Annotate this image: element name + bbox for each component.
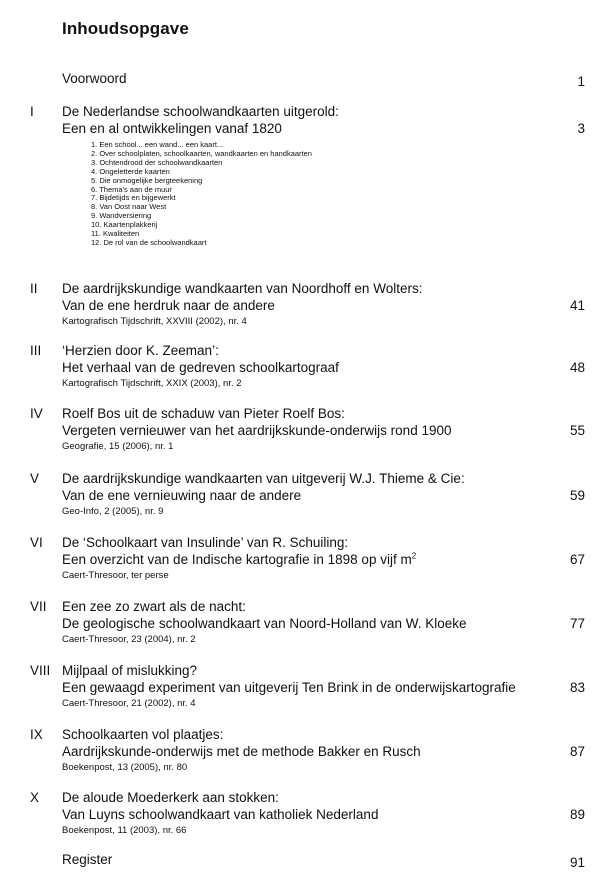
subchapter-item: 2. Over schoolplaten, schoolkaarten, wandkaarten en handkaarten	[91, 148, 312, 158]
page-number: 67	[569, 552, 585, 567]
entry-title: Mijlpaal of mislukking? Een gewaagd experiment van uitgeverij Ten Brink in de onderwijskartografie	[62, 663, 516, 695]
page-number: 41	[569, 298, 585, 313]
page-number: 91	[569, 855, 585, 870]
page-number: 77	[569, 616, 585, 631]
page-number: 87	[569, 744, 585, 759]
superscript: 2	[411, 551, 417, 561]
subchapter-item: 7. Bijdetijds en bijgewerkt	[91, 193, 176, 203]
entry-title: Voorwoord	[62, 71, 127, 86]
subchapter-item: 5. Die onmogelijke bergteekening	[91, 175, 203, 185]
chapter-numeral: III	[30, 343, 42, 358]
entry-title: De aloude Moederkerk aan stokken: Van Luyns schoolwandkaart van katholiek Nederland	[62, 790, 379, 822]
entry-title: Roelf Bos uit de schaduw van Pieter Roelf Bos: Vergeten vernieuwer van het aardrijkskunde-onderwijs rond 1900	[62, 406, 452, 438]
publication-source: Caert-Thresoor, 23 (2004), nr. 2	[62, 634, 196, 645]
page-title: Inhoudsopgave	[62, 19, 189, 38]
entry-title: De ‘Schoolkaart van Insulinde’ van R. Schuiling: Een overzicht van de Indische kartografie in 1898 op vijf $m^2$	[62, 535, 417, 567]
subchapter-item: 8. Van Oost naar West	[91, 202, 167, 212]
chapter-numeral: X	[30, 790, 40, 805]
publication-source: Geo-Info, 2 (2005), nr. 9	[62, 506, 164, 517]
subchapter-item: 1. Een school... een wand... een kaart...	[91, 140, 224, 149]
chapter-numeral: II	[30, 281, 38, 296]
entry-title: De aardrijkskundige wandkaarten van Noordhoff en Wolters: Van de ene herdruk naar de andere	[62, 281, 423, 313]
page-number: 55	[569, 423, 585, 438]
entry-title: Register	[62, 852, 113, 867]
page-number: 83	[569, 680, 585, 695]
entry-title: Een zee zo zwart als de nacht: De geologische schoolwandkaart van Noord-Holland van W. Kloeke	[62, 599, 467, 631]
entry-title: Schoolkaarten vol plaatjes: Aardrijkskunde-onderwijs met de methode Bakker en Rusch	[62, 727, 421, 759]
entry-title: De aardrijkskundige wandkaarten van uitgeverij W.J. Thieme & Cie: Van de ene vernieuwing naar de andere	[62, 471, 465, 503]
chapter-numeral: VI	[30, 535, 43, 550]
page-number: 89	[569, 807, 585, 822]
publication-source: Caert-Thresoor, ter perse	[62, 570, 169, 581]
subchapter-item: 12. De rol van de schoolwandkaart	[91, 237, 207, 247]
chapter-numeral: VII	[30, 599, 47, 614]
chapter-numeral: IX	[30, 727, 43, 742]
subchapter-item: 10. Kaartenplakkerij	[91, 220, 158, 230]
page-number: 3	[577, 121, 585, 136]
subchapter-list	[91, 141, 312, 248]
publication-source: Kartografisch Tijdschrift, XXIX (2003), nr. 2	[62, 378, 242, 389]
page-number: 1	[577, 74, 585, 89]
subchapter-item: 6. Thema's aan de muur	[91, 184, 172, 194]
entry-title: De Nederlandse schoolwandkaarten uitgerold: Een en al ontwikkelingen vanaf 1820	[62, 104, 339, 136]
subchapter-item: 9. Wandversiering	[91, 211, 152, 221]
chapter-numeral: I	[30, 104, 34, 119]
entry-title: ‘Herzien door K. Zeeman’: Het verhaal van de gedreven schoolkartograaf	[62, 343, 339, 375]
publication-source: Geografie, 15 (2006), nr. 1	[62, 441, 174, 452]
publication-source: Boekenpost, 13 (2005), nr. 80	[62, 762, 188, 773]
page-number: 48	[569, 360, 585, 375]
page-number: 59	[569, 488, 585, 503]
chapter-numeral: V	[30, 471, 40, 486]
chapter-numeral: IV	[30, 406, 43, 421]
publication-source: Kartografisch Tijdschrift, XXVIII (2002), nr. 4	[62, 316, 247, 327]
subchapter-item: 11. Kwaliteiten	[91, 229, 140, 239]
subchapter-item: 4. Ongeletterde kaarten	[91, 166, 170, 176]
publication-source: Boekenpost, 11 (2003), nr. 66	[62, 825, 187, 836]
subchapter-item: 3. Ochtendrood der schoolwandkaarten	[91, 157, 223, 167]
chapter-numeral: VIII	[30, 663, 51, 678]
publication-source: Caert-Thresoor, 21 (2002), nr. 4	[62, 698, 196, 709]
